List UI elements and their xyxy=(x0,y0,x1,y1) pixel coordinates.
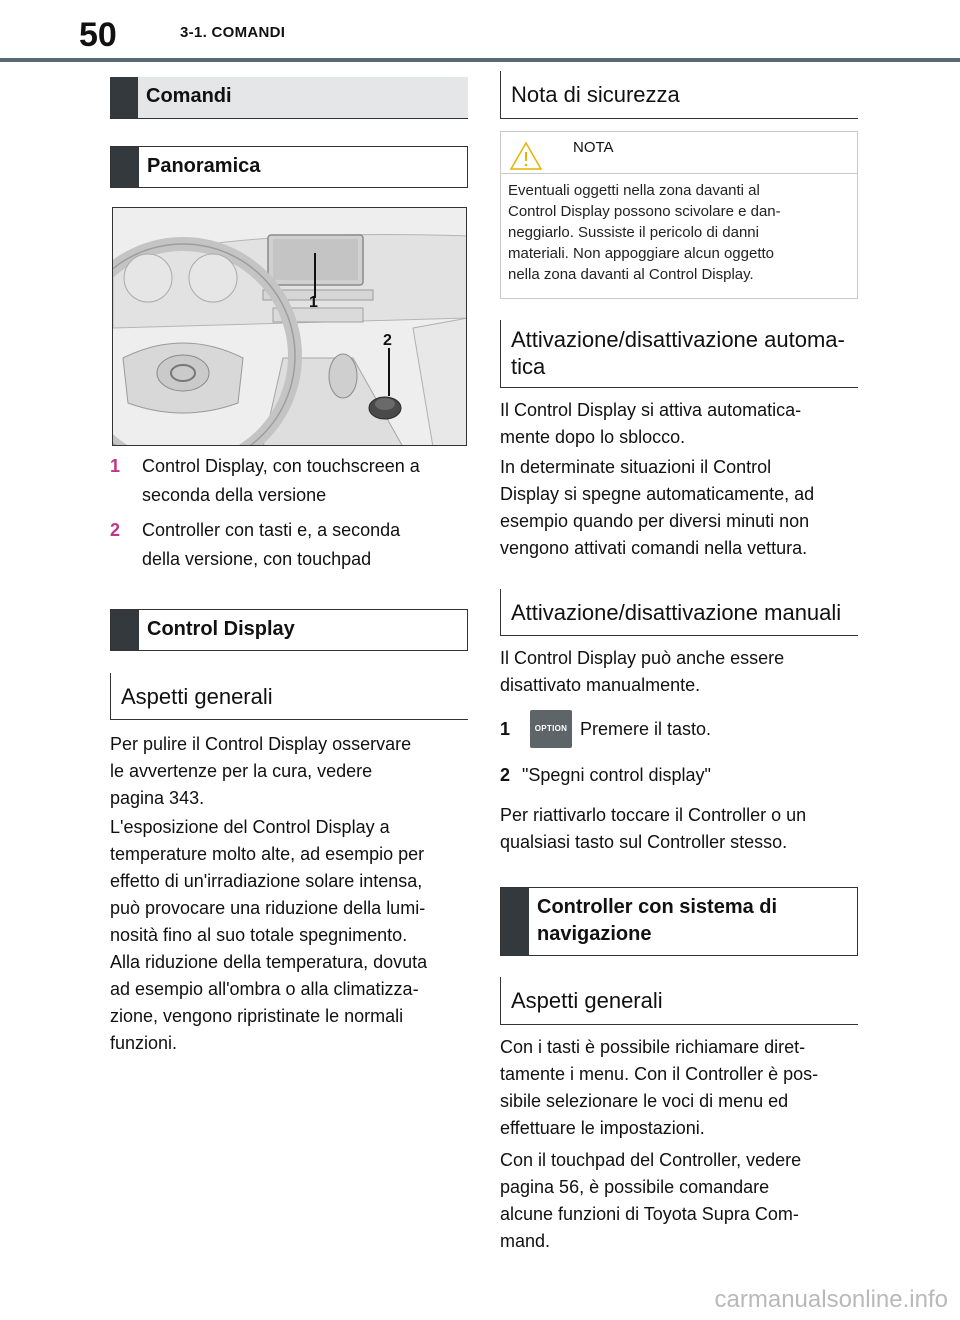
heading-text: Comandi xyxy=(146,85,232,107)
step-text: Premere il tasto. xyxy=(580,718,712,739)
heading-panoramica xyxy=(110,146,468,188)
warning-icon xyxy=(509,140,543,172)
paragraph-auto-1: Il Control Display si attiva automatica- mente dopo lo sblocco. xyxy=(500,400,802,447)
step-number: 2 xyxy=(500,765,511,785)
paragraph-esposizione: L'esposizione del Control Display a temperature molto alte, ad esempio per effetto di un'irradiazione solare intensa, può provocare una riduzione della lumi- nosità fino al suo totale spegnimento. Alla riduzione della temperatura, dovuta ad esempio all'ombra o alla climatizza- zione, vengono ripristinate le normali funzioni. xyxy=(110,817,428,1053)
callout-2: 2 xyxy=(383,332,392,349)
note-box xyxy=(500,131,858,299)
heading-bar xyxy=(111,147,139,187)
page-number: 50 xyxy=(79,16,117,54)
subheading-attivazione-manuali: Attivazione/disattivazione manuali xyxy=(500,589,858,636)
list-item xyxy=(110,452,470,510)
header-rule xyxy=(0,58,960,62)
step-text: "Spegni control display" xyxy=(522,765,711,785)
heading-comandi xyxy=(110,77,468,119)
callout-1: 1 xyxy=(309,294,318,311)
note-title: NOTA xyxy=(573,139,614,156)
step-1 xyxy=(500,710,860,748)
step-2 xyxy=(500,762,860,789)
note-header xyxy=(501,132,857,174)
heading-control-display xyxy=(110,609,468,651)
paragraph-touchpad: Con il touchpad del Controller, vedere pagina 56, è possibile comandare alcune funzioni di Toyota Supra Com- mand. xyxy=(500,1150,802,1251)
note-body: Eventuali oggetti nella zona davanti al Control Display possono scivolare e dan- neggiarlo. Sussiste il pericolo di danni materiali. Non appoggiare alcun oggetto nella zona davanti al Control Display. xyxy=(508,182,781,283)
subheading-aspetti-generali: Aspetti generali xyxy=(110,673,468,720)
heading-text: Control Display xyxy=(147,618,295,640)
watermark: carmanualsonline.info xyxy=(714,1286,948,1313)
heading-bar xyxy=(110,77,138,118)
section-title: 3-1. COMANDI xyxy=(180,24,286,41)
paragraph-auto-2: In determinate situazioni il Control Display si spegne automaticamente, ad esempio quando per diversi minuti non vengono attivati comandi nella vettura. xyxy=(500,457,815,558)
item-number: 2 xyxy=(110,520,121,540)
heading-bar xyxy=(501,888,529,955)
heading-text: Panoramica xyxy=(147,155,261,177)
option-button-icon: OPTION xyxy=(530,710,572,748)
paragraph-tasti: Con i tasti è possibile richiamare diret- tamente i menu. Con il Controller è pos- sibile selezionare le voci di menu ed effettuare le impostazioni. xyxy=(500,1037,819,1138)
dashboard-drawing xyxy=(113,208,467,446)
heading-text: Controller con sistema di navigazione xyxy=(537,896,778,945)
item-text: Controller con tasti e, a seconda della versione, con touchpad xyxy=(142,520,401,569)
heading-bar xyxy=(111,610,139,650)
step-number: 1 xyxy=(500,718,511,739)
subheading-nota-sicurezza: Nota di sicurezza xyxy=(500,71,858,119)
item-number: 1 xyxy=(110,456,121,476)
item-text: Control Display, con touchscreen a seconda della versione xyxy=(142,456,420,505)
paragraph-manuali: Il Control Display può anche essere disattivato manualmente. xyxy=(500,648,785,695)
subheading-aspetti-generali-2: Aspetti generali xyxy=(500,977,858,1025)
subheading-attivazione-automatica: Attivazione/disattivazione automa- tica xyxy=(500,320,858,388)
paragraph-pulire: Per pulire il Control Display osservare le avvertenze per la cura, vedere pagina 343. xyxy=(110,734,412,808)
heading-controller-navigazione xyxy=(500,887,858,956)
paragraph-riattivare: Per riattivarlo toccare il Controller o un qualsiasi tasto sul Controller stesso. xyxy=(500,805,807,852)
dashboard-illustration xyxy=(112,207,467,446)
list-item xyxy=(110,516,470,574)
